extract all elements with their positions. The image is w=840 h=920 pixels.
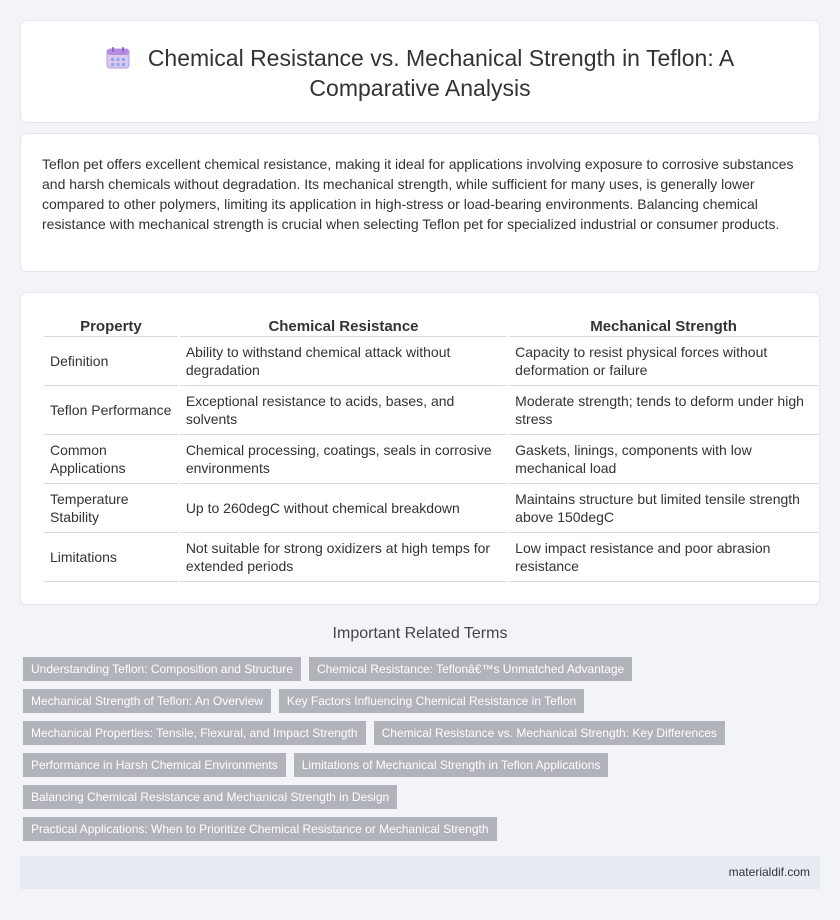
related-term-link[interactable]: Limitations of Mechanical Strength in Teflon Applications (294, 753, 609, 777)
footer (20, 856, 820, 889)
table-row (44, 484, 818, 533)
related-term-link[interactable]: Balancing Chemical Resistance and Mechanical Strength in Design (23, 785, 397, 809)
title-card (20, 20, 820, 123)
footer-site-name[interactable]: materialdif.com (728, 865, 810, 879)
related-term-link[interactable]: Performance in Harsh Chemical Environments (23, 753, 286, 777)
table-row (44, 386, 818, 435)
related-terms-title: Important Related Terms (332, 625, 508, 642)
table-cell: Up to 260degC without chemical breakdown (180, 484, 507, 533)
table-cell: Chemical processing, coatings, seals in corrosive environments (180, 435, 507, 484)
table-cell: Low impact resistance and poor abrasion resistance (509, 533, 818, 582)
table-cell: Capacity to resist physical forces without deformation or failure (509, 337, 818, 386)
table-cell: Gaskets, linings, components with low mechanical load (509, 435, 818, 484)
table-cell: Moderate strength; tends to deform under high stress (509, 386, 818, 435)
related-term-link[interactable]: Key Factors Influencing Chemical Resistance in Teflon (279, 689, 584, 713)
table-cell: Common Applications (44, 435, 178, 484)
related-term-link[interactable]: Chemical Resistance vs. Mechanical Strength: Key Differences (374, 721, 725, 745)
table-cell: Definition (44, 337, 178, 386)
table-cell: Not suitable for strong oxidizers at high temps for extended periods (180, 533, 507, 582)
table-cell: Temperature Stability (44, 484, 178, 533)
header-mechanical-strength: Mechanical Strength (509, 313, 818, 337)
comparison-table-card (20, 292, 820, 605)
table-cell: Teflon Performance (44, 386, 178, 435)
related-term-link[interactable]: Chemical Resistance: Teflonâ€™s Unmatched Advantage (309, 657, 632, 681)
header-property: Property (44, 313, 178, 337)
related-term-link[interactable]: Practical Applications: When to Prioritize Chemical Resistance or Mechanical Strength (23, 817, 497, 841)
related-term-link[interactable]: Understanding Teflon: Composition and Structure (23, 657, 301, 681)
intro-paragraph: Teflon pet offers excellent chemical resistance, making it ideal for applications involving exposure to corrosive substances and harsh chemicals without degradation. Its mechanical strength, while sufficient for many uses, is generally lower compared to other polymers, limiting its application in high-stress or load-bearing environments. Balancing chemical resistance with mechanical strength is crucial when selecting Teflon pet for specialized industrial or consumer products. (42, 156, 794, 232)
table-cell: Maintains structure but limited tensile strength above 150degC (509, 484, 818, 533)
table-row (44, 337, 818, 386)
table-row (44, 533, 818, 582)
table-cell: Exceptional resistance to acids, bases, and solvents (180, 386, 507, 435)
table-row (44, 435, 818, 484)
table-header-row (44, 313, 818, 337)
calendar-icon (106, 47, 130, 69)
header-chemical-resistance: Chemical Resistance (180, 313, 507, 337)
related-term-link[interactable]: Mechanical Properties: Tensile, Flexural, and Impact Strength (23, 721, 366, 745)
page-title: Chemical Resistance vs. Mechanical Strength in Teflon: A Comparative Analysis (147, 45, 735, 101)
page-title-wrap (81, 43, 759, 103)
table-cell: Limitations (44, 533, 178, 582)
comparison-table (42, 313, 820, 582)
related-terms-list (23, 657, 803, 849)
table-cell: Ability to withstand chemical attack without degradation (180, 337, 507, 386)
related-term-link[interactable]: Mechanical Strength of Teflon: An Overview (23, 689, 271, 713)
intro-card (20, 133, 820, 272)
